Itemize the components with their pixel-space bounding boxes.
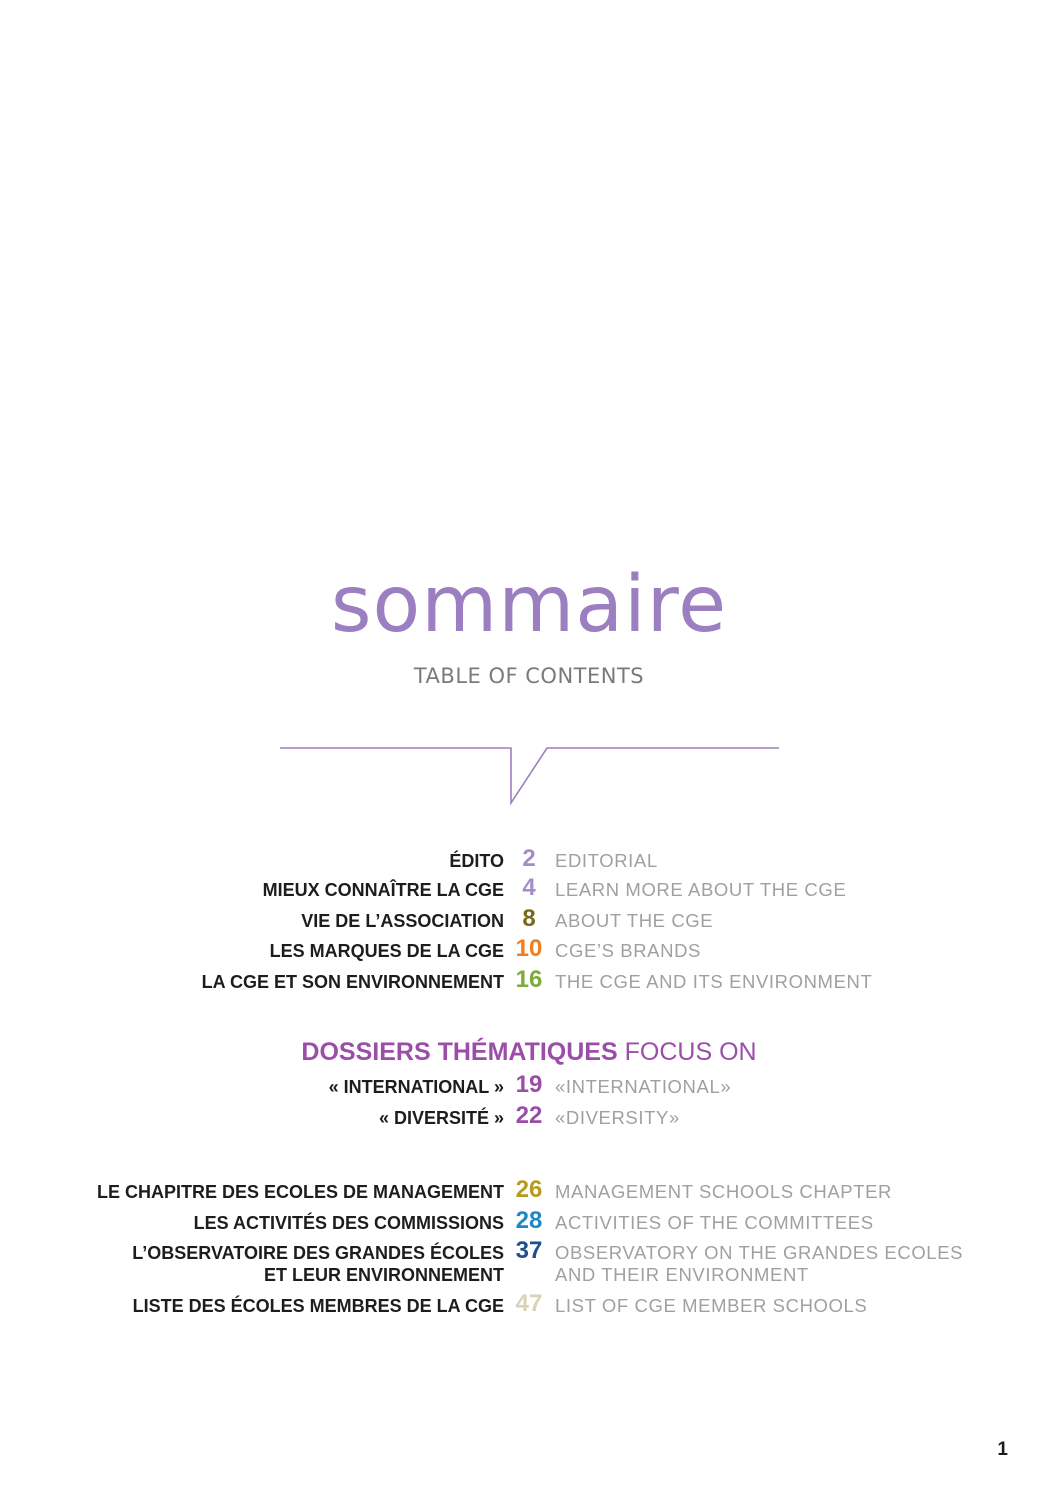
toc-page-number: 10 (515, 935, 543, 962)
toc-row[interactable] (0, 1102, 1058, 1135)
toc-label-en: «DIVERSITY» (555, 1107, 680, 1128)
toc-page-number: 28 (515, 1207, 543, 1234)
toc-row[interactable] (0, 874, 1058, 907)
toc-label-en-line2: AND THEIR ENVIRONMENT (555, 1264, 809, 1285)
toc-label-fr: L’OBSERVATOIRE DES GRANDES ÉCOLES (132, 1243, 504, 1263)
toc-label-fr: ÉDITO (449, 851, 504, 871)
toc-label-fr: « INTERNATIONAL » (328, 1077, 504, 1097)
toc-label-fr: LISTE DES ÉCOLES MEMBRES DE LA CGE (132, 1296, 504, 1316)
toc-label-fr-line2: ET LEUR ENVIRONNEMENT (263, 1265, 504, 1285)
page-number: 1 (997, 1439, 1008, 1460)
page-subtitle: TABLE OF CONTENTS (413, 664, 645, 688)
toc-page-number: 4 (522, 874, 536, 901)
toc-row[interactable] (0, 905, 1058, 938)
toc-page-number: 47 (515, 1290, 543, 1317)
toc-page-number: 2 (522, 845, 536, 872)
toc-label-en: «INTERNATIONAL» (555, 1076, 732, 1097)
toc-row[interactable] (0, 1237, 1058, 1290)
toc-row[interactable] (0, 1290, 1058, 1323)
toc-row[interactable] (0, 966, 1058, 999)
toc-label-fr: MIEUX CONNAÎTRE LA CGE (262, 880, 504, 900)
toc-page-number: 37 (515, 1237, 543, 1264)
toc-label-en: ABOUT THE CGE (555, 910, 714, 931)
toc-label-en: MANAGEMENT SCHOOLS CHAPTER (555, 1181, 893, 1202)
toc-label-fr: « DIVERSITÉ » (378, 1108, 504, 1128)
toc-page-number: 26 (515, 1176, 543, 1203)
toc-row[interactable] (0, 1071, 1058, 1104)
toc-row[interactable] (0, 1207, 1058, 1240)
toc-label-en: ACTIVITIES OF THE COMMITTEES (555, 1212, 874, 1233)
dossiers-heading (0, 1037, 1058, 1067)
toc-label-en: LEARN MORE ABOUT THE CGE (555, 879, 847, 900)
toc-label-en: THE CGE AND ITS ENVIRONMENT (555, 971, 873, 992)
dossiers-heading-fr: DOSSIERS THÉMATIQUES (301, 1038, 618, 1066)
toc-label-en: EDITORIAL (555, 850, 658, 871)
toc-row[interactable] (0, 935, 1058, 968)
toc-label-en: LIST OF CGE MEMBER SCHOOLS (555, 1295, 868, 1316)
toc-page-number: 22 (515, 1102, 543, 1129)
toc-label-fr: LES ACTIVITÉS DES COMMISSIONS (193, 1213, 504, 1233)
dossiers-heading-en: FOCUS ON (624, 1038, 757, 1066)
toc-label-fr: LE CHAPITRE DES ECOLES DE MANAGEMENT (96, 1182, 504, 1202)
toc-page-number: 16 (515, 966, 543, 993)
toc-label-fr: LES MARQUES DE LA CGE (269, 941, 504, 961)
toc-label-fr: LA CGE ET SON ENVIRONNEMENT (201, 972, 504, 992)
toc-label-en: CGE’S BRANDS (555, 940, 701, 961)
page-title: sommaire (330, 560, 728, 650)
toc-label-fr: VIE DE L’ASSOCIATION (301, 911, 504, 931)
toc-row[interactable] (0, 1176, 1058, 1209)
toc-page-number: 8 (522, 905, 536, 932)
toc-label-en: OBSERVATORY ON THE GRANDES ECOLES (555, 1242, 964, 1263)
toc-page-number: 19 (515, 1071, 543, 1098)
